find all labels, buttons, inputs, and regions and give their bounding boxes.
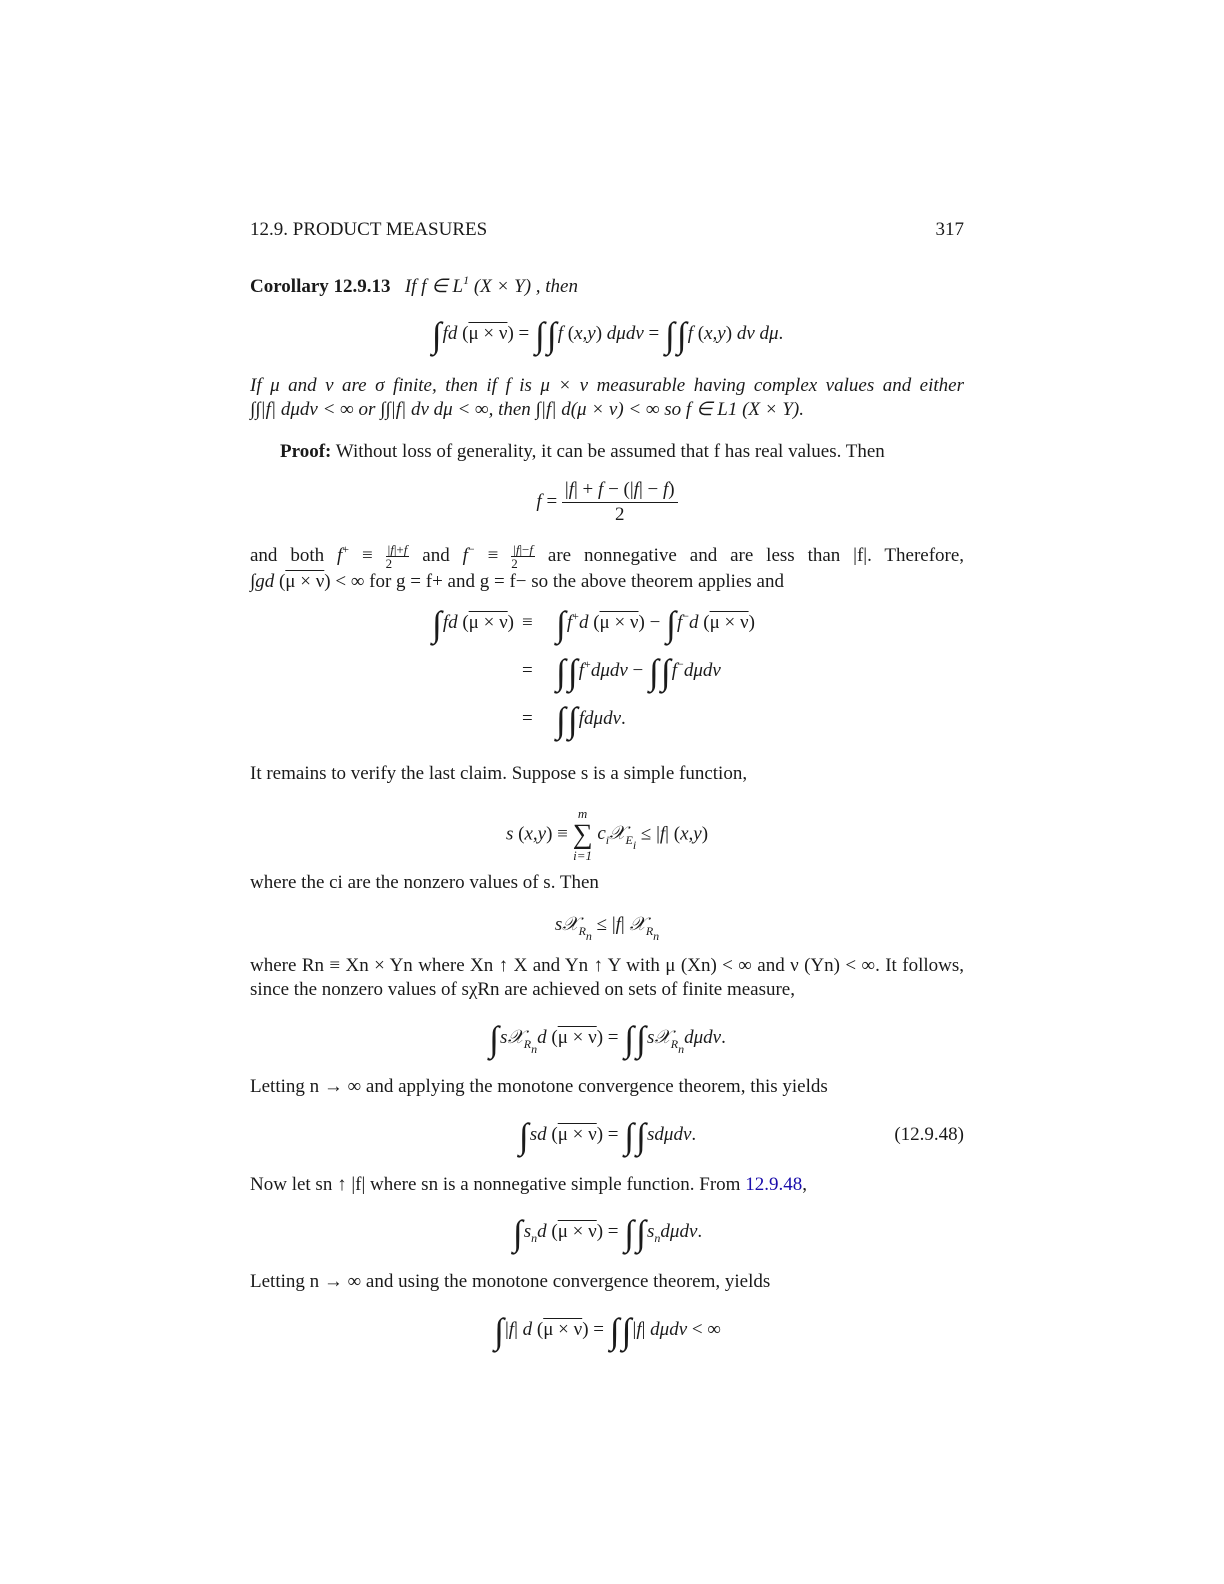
- proof-line-2: and both f+ ≡ $\frac{|f|+f}{2}$ and f− ≡ $\frac{|f|-f}{2}$ are nonnegative and are less than |f|. Therefore,: [250, 541, 965, 571]
- corollary-statement-line-2: ∫∫|f| dμdν < ∞ or ∫∫|f| dν dμ < ∞, then ∫|f| d(μ × ν) < ∞ so f ∈ L1 (X × Y).: [250, 399, 804, 420]
- proof-text-6-line-2: since the nonzero values of sχRn are achieved on sets of finite measure,: [250, 979, 795, 1000]
- proof-text-3: for g = f+ and g = f− so the above theorem applies and: [369, 571, 784, 592]
- aligned-equation-row-1: ∫fd (μ × ν) ≡ ∫f+d (μ × ν) − ∫f−d (μ × ν): [431, 604, 755, 644]
- proof-text-1: Without loss of generality, it can be assumed that f has real values. Then: [335, 441, 885, 462]
- equation-s-chi-integral: ∫s𝒳$_{R_n}$d (μ × ν) = ∫∫s𝒳$_{R_n}$dμdν.: [489, 1019, 726, 1059]
- proof-line-3: ∫gd (μ × ν) < ∞ for g = f+ and g = f− so the above theorem applies and: [250, 571, 784, 592]
- corollary-equation: ∫fd (μ × ν) = ∫∫f (x,y) dμdν = ∫∫f (x,y) dν dμ.: [431, 315, 784, 355]
- proof-text-7: Letting n → ∞ and applying the monotone convergence theorem, this yields: [250, 1076, 828, 1097]
- proof-text-6-line-1: where Rn ≡ Xn × Yn where Xn ↑ X and Yn ↑ Y with μ (Xn) < ∞ and ν (Yn) < ∞. It follows,: [250, 955, 964, 976]
- proof-text-2-and: and: [422, 544, 450, 566]
- proof-label: Proof:: [280, 441, 332, 462]
- running-header-section: 12.9. PRODUCT MEASURES: [250, 219, 488, 240]
- equation-number: (12.9.48): [894, 1124, 964, 1145]
- equation-sn-integral: $\int s_nd$ $(\mu \times \nu) = \int\int s_nd\mu d\nu$.: [512, 1213, 703, 1253]
- proof-text-4: It remains to verify the last claim. Suppose s is a simple function,: [250, 763, 748, 784]
- corollary-intro-text: If f ∈ $L^1$ (X × Y) , then: [395, 273, 578, 297]
- equation-reference-link[interactable]: 12.9.48: [745, 1174, 803, 1195]
- corollary-label: Corollary 12.9.13: [250, 276, 391, 297]
- equation-final: ∫|f| d (μ × ν) = ∫∫|f| dμdν < ∞: [494, 1311, 721, 1351]
- aligned-equation-row-2: = ∫∫f+dμdν − ∫∫f−dμdν: [522, 652, 721, 692]
- proof-text-9: Letting n → ∞ and using the monotone convergence theorem, yields: [250, 1271, 771, 1292]
- proof-text-2a: and both: [250, 544, 325, 566]
- proof-text-2b: are nonnegative and are less than |f|. Therefore,: [547, 544, 965, 566]
- corollary-statement-line-1: If μ and ν are σ finite, then if f is μ × ν measurable having complex values and either: [250, 375, 964, 396]
- equation-12-9-48: ∫sd (μ × ν) = ∫∫sdμdν. (12.9.48): [518, 1116, 964, 1156]
- page: [250, 0, 964, 1584]
- aligned-equation-row-3: = ∫∫fdμdν.: [522, 700, 626, 740]
- page-number: 317: [935, 219, 964, 240]
- corollary-heading: [250, 275, 964, 299]
- equation-f-decomposition: f = $\frac{|f| + f - (|f| - f)}{2}$: [250, 478, 964, 527]
- proof-text-8: Now let sn ↑ |f| where sn is a nonnegative simple function. From: [250, 1174, 741, 1195]
- proof-opening: [280, 440, 994, 464]
- proof-line-8: Now let sn ↑ |f| where sn is a nonnegative simple function. From 12.9.48,: [250, 1174, 807, 1195]
- proof-text-5: where the ci are the nonzero values of s. Then: [250, 872, 599, 893]
- equation-s-chi: s𝒳$_{R_n}$ ≤ |f| 𝒳$_{R_n}$: [554, 914, 660, 943]
- equation-simple-function: s (x,y) ≡ m ∑ i=1 $c_i𝒳_{E_i} \le |f|$ (x,y): [505, 806, 709, 863]
